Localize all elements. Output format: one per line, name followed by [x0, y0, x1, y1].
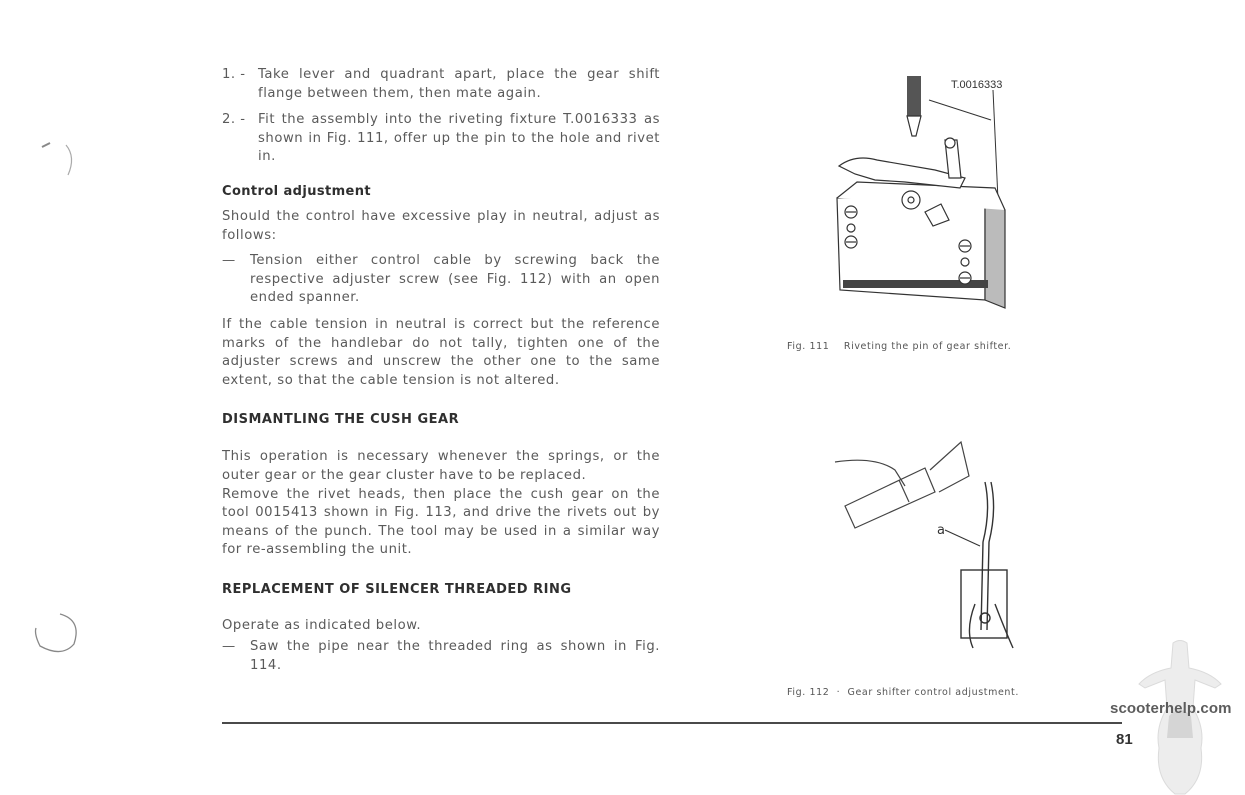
step-1	[222, 66, 660, 103]
silencer-bullet	[222, 638, 660, 675]
punch-hole-top	[30, 135, 80, 185]
main-text-column	[222, 66, 660, 676]
cush-gear-paragraph-1: This operation is necessary whenever the springs, or the outer gear or the gear cluster have to be replaced.	[222, 449, 660, 483]
step-text: Take lever and quadrant apart, place the gear shift flange between them, then mate again.	[258, 67, 660, 101]
step-number: 2. -	[222, 112, 246, 128]
page-number: 81	[1116, 731, 1133, 748]
fig111-label: T.0016333	[951, 79, 1003, 91]
figure-112-gear-shifter-control	[815, 430, 1025, 660]
control-adjustment-intro: Should the control have excessive play in neutral, adjust as follows:	[222, 208, 660, 243]
cush-gear-paragraph-2: Remove the rivet heads, then place the cush gear on the tool 0015413 shown in Fig. 113, and drive the rivets out by means of the punch. The tool may be used in a similar way for re-assembling the unit.	[222, 486, 660, 558]
control-adjustment-bullet	[222, 252, 660, 308]
bullet-text: Tension either control cable by screwing back the respective adjuster screw (see Fig. 112) with an open ended spanner.	[250, 253, 660, 306]
step-number: 1. -	[222, 67, 246, 82]
punch-hole-bottom	[30, 600, 85, 660]
bullet-dash: —	[222, 253, 236, 269]
punch-tool-illustration	[907, 76, 921, 136]
figure-112-caption: Fig. 112 · Gear shifter control adjustment.	[787, 687, 1019, 698]
silencer-intro: Operate as indicated below.	[222, 617, 422, 633]
step-2	[222, 111, 660, 167]
footer-rule	[222, 722, 1122, 724]
fixture-block-illustration	[837, 138, 1005, 308]
control-cables-illustration	[961, 482, 1013, 648]
control-adjustment-paragraph: If the cable tension in neutral is correct but the reference marks of the handlebar do not tally, tighten one of the adjuster screws and unscrew the other one to the same extent, so that the cable tension is not altered.	[222, 316, 660, 388]
bullet-text: Saw the pipe near the threaded ring as shown in Fig. 114.	[250, 639, 660, 674]
handlebar-grip-illustration	[835, 442, 969, 528]
bullet-dash: —	[222, 639, 236, 655]
heading-dismantling-cush-gear: DISMANTLING THE CUSH GEAR	[222, 412, 460, 428]
heading-silencer-threaded-ring: REPLACEMENT OF SILENCER THREADED RING	[222, 581, 572, 597]
fig112-callout-a: a	[937, 523, 945, 538]
figure-111-riveting-fixture	[815, 70, 1030, 315]
heading-control-adjustment: Control adjustment	[222, 183, 372, 199]
figure-111-caption: Fig. 111 Riveting the pin of gear shifter.	[787, 341, 1012, 352]
watermark-text: scooterhelp.com	[1110, 700, 1232, 717]
step-text: Fit the assembly into the riveting fixture T.0016333 as shown in Fig. 111, offer up the pin to the hole and rivet in.	[258, 112, 660, 165]
